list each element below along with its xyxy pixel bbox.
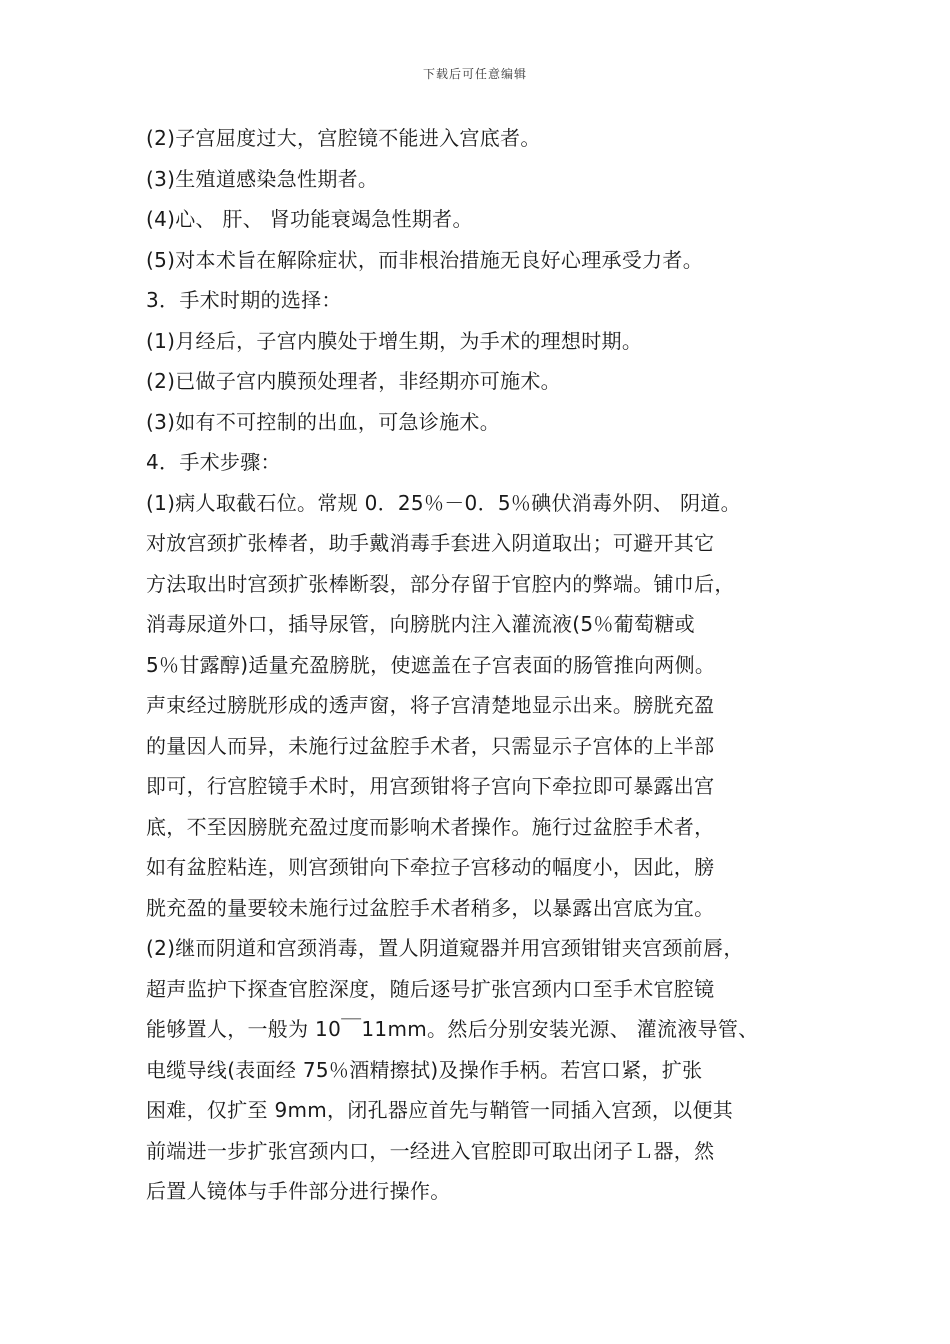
text-line: (2)子宫屈度过大，宫腔镜不能进入宫底者。: [146, 126, 541, 150]
text-line: 消毒尿道外口，插导尿管，向膀胱内注入灌流液(5％葡萄糖或: [146, 612, 695, 636]
text-line: 胱充盈的量要较未施行过盆腔手术者稍多，以暴露出宫底为宜。: [146, 895, 715, 920]
text-line: 底，不至因膀胱充盈过度而影响术者操作。施行过盆腔手术者，: [146, 814, 715, 839]
text-line: 如有盆腔粘连，则宫颈钳向下牵拉子宫移动的幅度小，因此，膀: [146, 855, 715, 879]
text-line: 困难，仅扩至 9mm，闭孔器应首先与鞘管一同插入宫颈，以便其: [146, 1098, 734, 1122]
text-line: 即可，行宫腔镜手术时，用宫颈钳将子宫向下牵拉即可暴露出宫: [146, 774, 715, 798]
text-line: 能够置人，一般为 10￣11mm。然后分别安装光源、 灌流液导管、: [146, 1017, 759, 1041]
text-line: 电缆导线(表面经 75％酒精擦拭)及操作手柄。若宫口紧，扩张: [146, 1057, 703, 1082]
text-line: (2)继而阴道和宫颈消毒，置人阴道窥器并用宫颈钳钳夹宫颈前唇，: [146, 936, 744, 960]
text-line: (3)生殖道感染急性期者。: [146, 166, 379, 191]
text-line: 的量因人而异，未施行过盆腔手术者，只需显示子宫体的上半部: [146, 733, 715, 758]
text-line: (4)心、 肝、 肾功能衰竭急性期者。: [146, 207, 473, 231]
text-line: (3)如有不可控制的出血，可急诊施术。: [146, 409, 501, 434]
text-line: (2)已做子宫内膜预处理者，非经期亦可施术。: [146, 369, 561, 393]
text-line: 后置人镜体与手件部分进行操作。: [146, 1179, 451, 1203]
text-line: 对放宫颈扩张棒者，助手戴消毒手套进入阴道取出；可避开其它: [146, 531, 715, 555]
text-line: (5)对本术旨在解除症状，而非根治措施无良好心理承受力者。: [146, 247, 704, 272]
page-header: 下载后可任意编辑: [422, 67, 527, 81]
document-body: [146, 118, 826, 1212]
text-line: (1)病人取截石位。常规 0．25％－0．5％碘伏消毒外阴、 阴道。: [146, 490, 741, 515]
text-line: 声束经过膀胱形成的透声窗，将子宫清楚地显示出来。膀胱充盈: [146, 693, 715, 717]
section-heading: 3．手术时期的选择：: [146, 288, 342, 312]
text-line: 超声监护下探查官腔深度，随后逐号扩张宫颈内口至手术官腔镜: [146, 976, 715, 1001]
text-line: 5％甘露醇)适量充盈膀胱，使遮盖在子宫表面的肠管推向两侧。: [146, 652, 716, 677]
text-line: 方法取出时宫颈扩张棒断裂，部分存留于官腔内的弊端。铺巾后，: [146, 571, 735, 596]
text-line: (1)月经后，子宫内膜处于增生期，为手术的理想时期。: [146, 328, 643, 353]
text-line: 前端进一步扩张宫颈内口，一经进入官腔即可取出闭子Ｌ器，然: [146, 1138, 715, 1163]
section-heading: 4．手术步骤：: [146, 450, 281, 474]
